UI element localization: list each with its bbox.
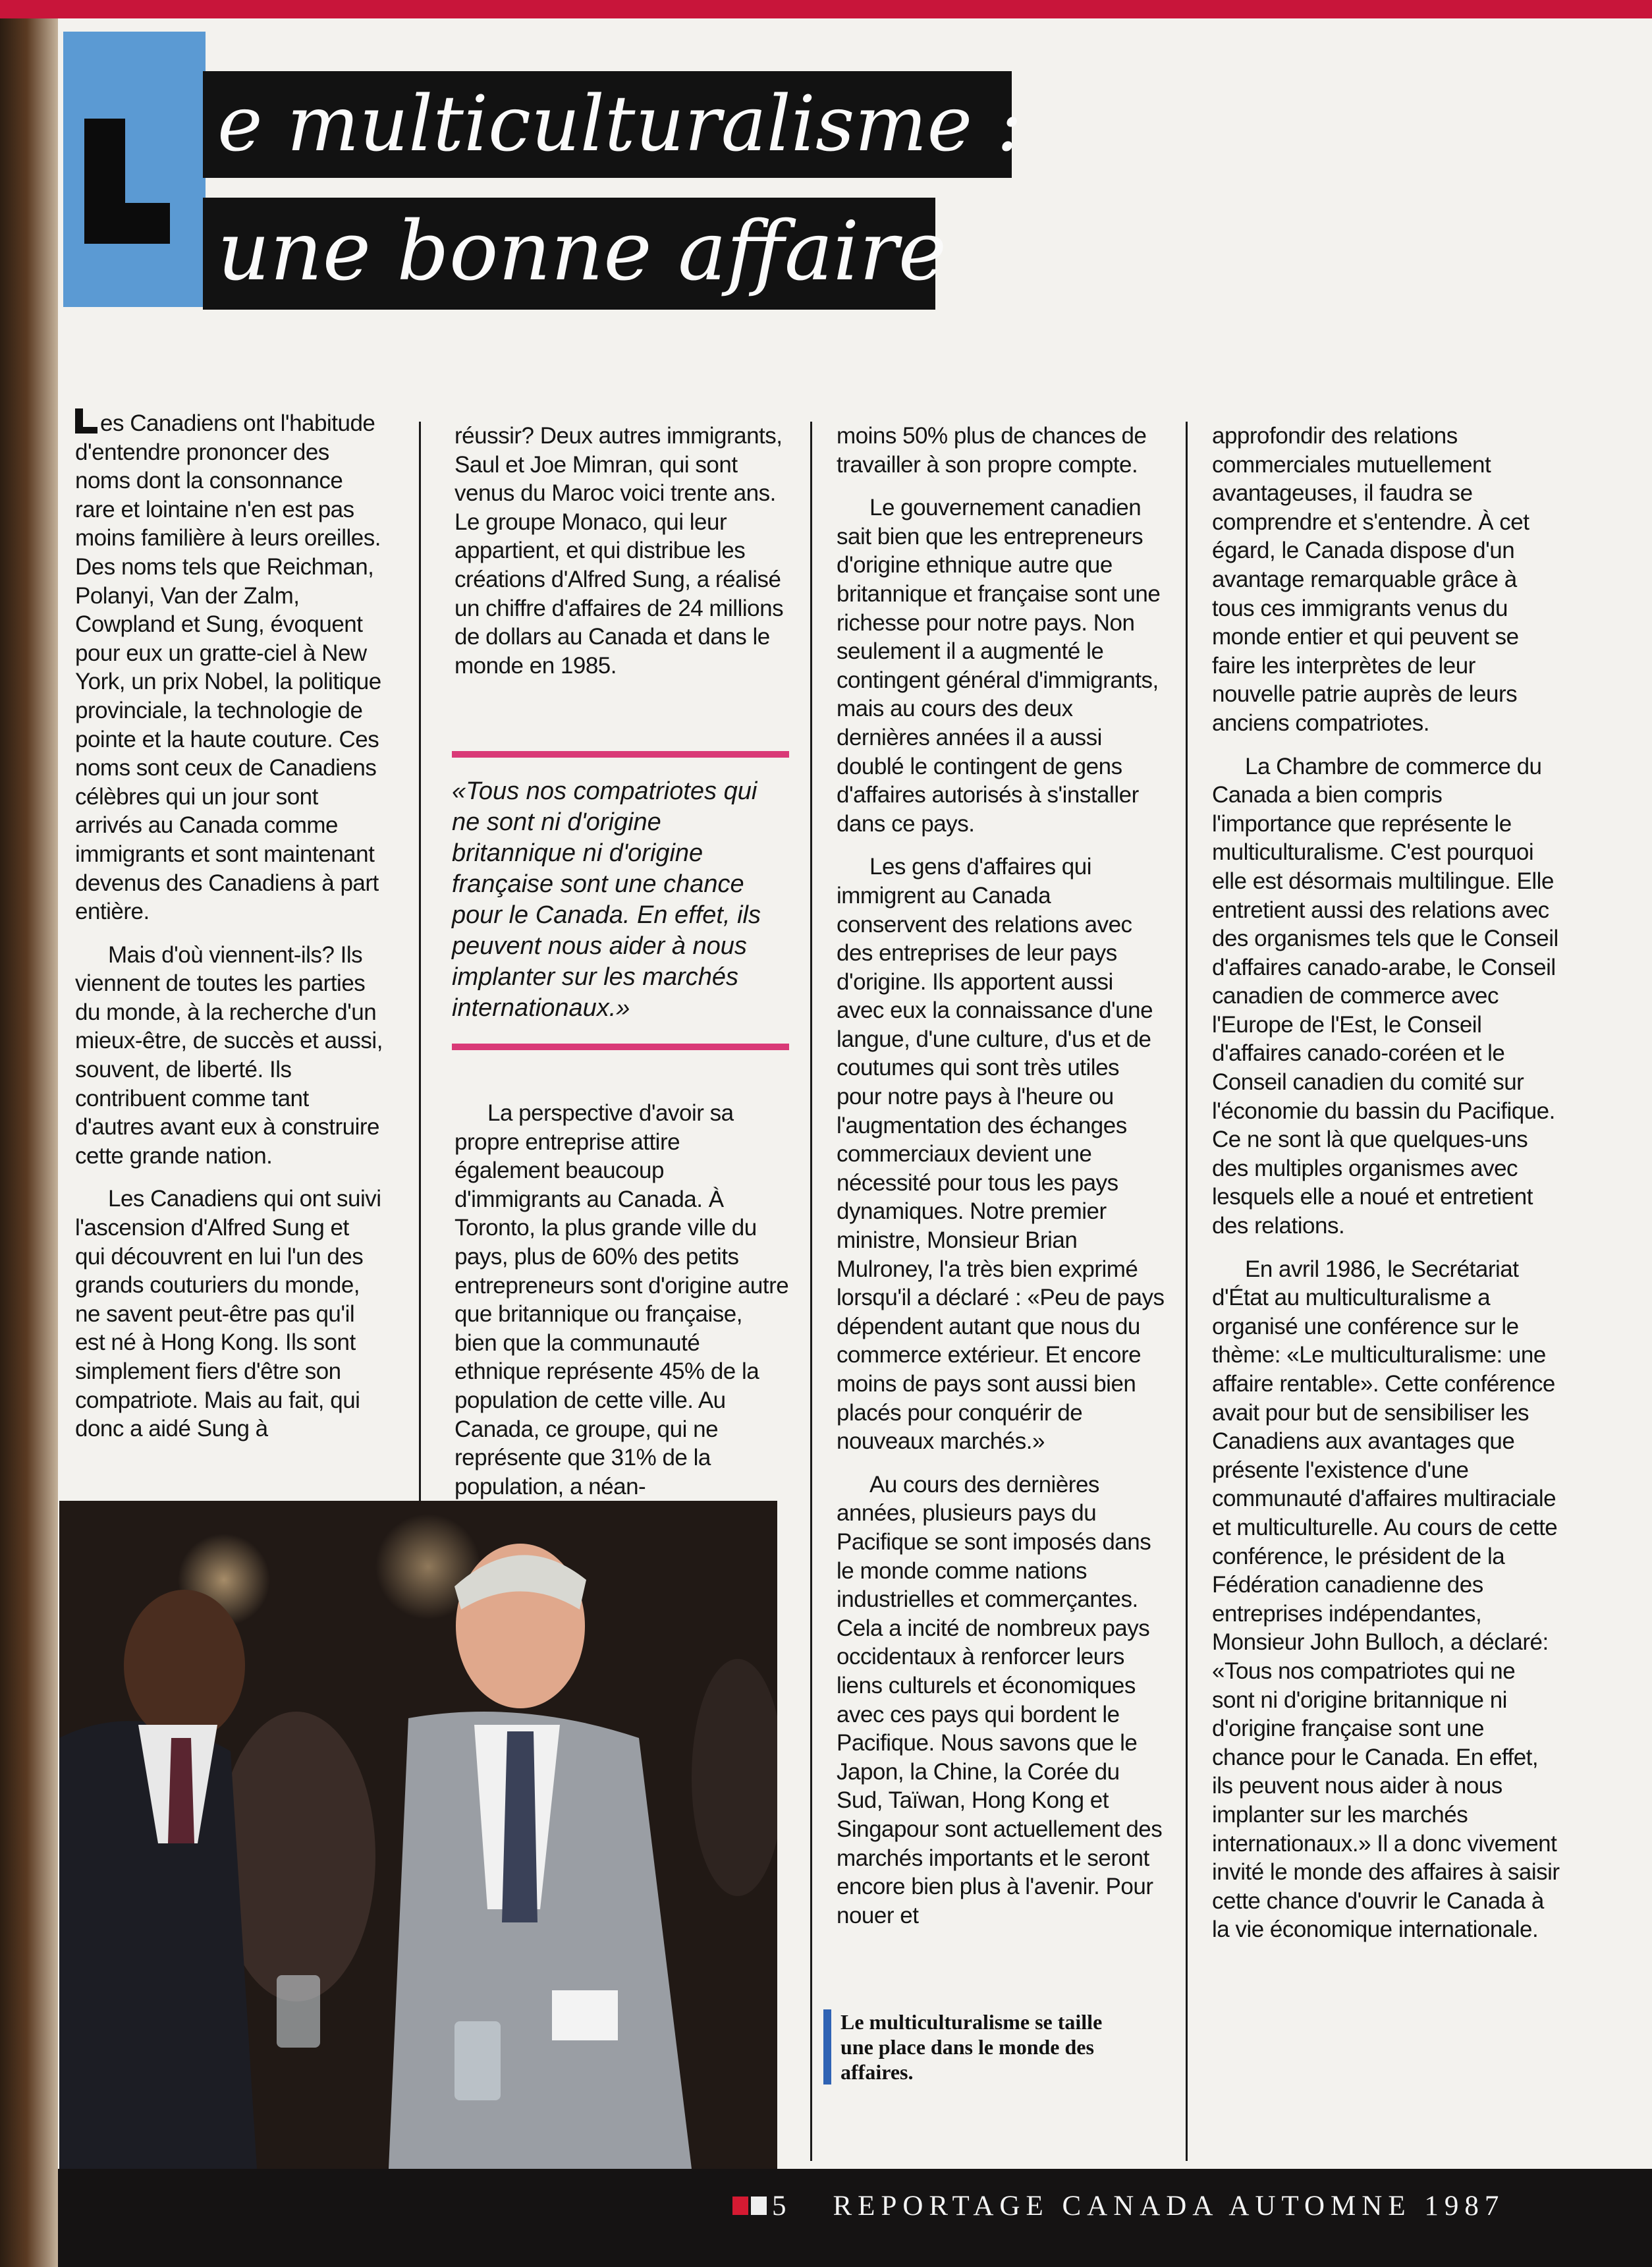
article-paragraph: approfondir des relations commerciales mutuellement avantageuses, il faudra se comprendre et s'entendre. À cet égard, le Canada dispose d'un avantage remarquable grâce à tous ces immigrants venus du monde entier et qui peuvent se faire les interprètes de leur nouvelle patrie auprès de leurs anciens compatriotes.: [1212, 423, 1529, 736]
article-column-3: [837, 422, 1166, 1944]
article-column-4: [1212, 422, 1561, 1959]
facing-page-edge: [0, 18, 59, 2267]
pull-quote-bottom-rule: [452, 1044, 789, 1050]
article-column-1: [75, 408, 385, 1458]
article-paragraph: réussir? Deux autres immigrants, Saul et Joe Mimran, qui sont venus du Maroc voici trente ans. Le groupe Monaco, qui leur appartient, et qui distribue les créations d'Alfred Sung, a réalisé un chiffre d'affaires de 24 millions de dollars au Canada et dans le monde en 1985.: [454, 423, 784, 679]
footer-red-square: [732, 2197, 748, 2215]
pull-quote-text: «Tous nos compatriotes qui ne sont ni d'origine britannique ni d'origine française sont une chance pour le Canada. En effet, ils peuvent nous aider à nous implanter sur les marchés internationaux.»: [452, 777, 761, 1022]
article-column-2: [454, 422, 790, 694]
column-divider: [419, 422, 421, 1502]
article-paragraph: Les Canadiens qui ont suivi l'ascension d'Alfred Sung et qui découvrent en lui l'un des grands couturiers du monde, ne savent peut-être pas qu'il est né à Hong Kong. Ils sont simplement fiers d'être son compatriote. Mais au fait, qui donc a aidé Sung à: [75, 1186, 381, 1442]
article-paragraph: Le gouvernement canadien sait bien que les entrepreneurs d'origine ethnique autre que britannique et française sont une richesse pour notre pays. Non seulement il a augmenté le contingent général d'immigrants, mais au cours des deux dernières années il a aussi doublé le contingent de gens d'affaires autorisés à s'installer dans ce pays.: [837, 495, 1161, 837]
photo-caption: Le multiculturalisme se taille une place dans le monde des affaires.: [823, 2009, 1104, 2085]
footer-white-square: [751, 2197, 767, 2215]
column-divider: [1186, 422, 1188, 2161]
article-paragraph: En avril 1986, le Secrétariat d'État au multiculturalisme a organisé une conférence sur le thème: «Le multiculturalisme: une affaire rentable». Cette conférence avait pour but de sensibiliser les Canadiens aux avantages que présente l'existence d'une communauté d'affaires multiraciale et multiculturelle. Au cours de cette conférence, le président de la Fédération canadienne des entreprises indépendantes, Monsieur John Bulloch, a déclaré: «Tous nos compatriotes qui ne sont ni d'origine britannique ni d'origine française sont une chance pour le Canada. En effet, ils peuvent nous aider à nous implanter sur les marchés internationaux.» Il a donc vivement invité le monde des affaires à saisir cette chance d'ouvrir le Canada à la vie économique internationale.: [1212, 1256, 1560, 1943]
article-paragraph: Mais d'où viennent-ils? Ils viennent de toutes les parties du monde, à la recherche d'un mieux-être, de succès et aussi, souvent, de liberté. Ils contribuent comme tant d'autres avant eux à construire cette grande nation.: [75, 941, 383, 1169]
article-column-2-lower: [454, 1099, 790, 1515]
magazine-top-edge: [0, 0, 1652, 18]
title-line-1: e multiculturalisme :: [203, 71, 1012, 178]
column-divider: [810, 422, 812, 2161]
magazine-issue-line: REPORTAGE CANADA AUTOMNE 1987: [833, 2190, 1505, 2222]
title-initial-letter: [84, 119, 170, 244]
pull-quote: [452, 751, 789, 1050]
article-paragraph: La perspective d'avoir sa propre entreprise attire également beaucoup d'immigrants au Canada. À Toronto, la plus grande ville du pays, plus de 60% des petits entrepreneurs sont d'origine autre que britannique ou française, bien que la communauté ethnique représente 45% de la population de cette ville. Au Canada, ce groupe, qui ne représente que 31% de la population, a néan-: [454, 1100, 789, 1499]
page-footer: [732, 2186, 1504, 2225]
article-paragraph: Les gens d'affaires qui immigrent au Canada conservent des relations avec des entreprises de leur pays d'origine. Ils apportent aussi avec eux la connaissance d'une langue, d'une culture, d'us et de coutumes qui sont très utiles pour notre pays à l'heure ou l'augmentation des échanges commerciaux devient une nécessité pour tous les pays dynamiques. Notre premier ministre, Monsieur Brian Mulroney, l'a très bien exprimé lorsqu'il a déclaré : «Peu de pays dépendent autant que nous du commerce extérieur. Et encore moins de pays sont aussi bien placés pour conquérir de nouveaux marchés.»: [837, 854, 1165, 1455]
photo-two-men-conversing: [59, 1501, 777, 2169]
title-line-2: une bonne affaire: [203, 198, 935, 310]
article-paragraph: Au cours des dernières années, plusieurs pays du Pacifique se sont imposés dans le monde comme nations industrielles et commerçantes. Cela a incité de nombreux pays occidentaux à renforcer leurs liens culturels et économiques avec ces pays qui bordent le Pacifique. Nous savons que le Japon, la Chine, la Corée du Sud, Taïwan, Hong Kong et Singapour sont actuellement des marchés importants et le seront encore bien plus à l'avenir. Pour nouer et: [837, 1471, 1163, 1928]
drop-cap-l: [75, 408, 97, 434]
page-number: 5: [772, 2190, 792, 2222]
article-paragraph: es Canadiens ont l'habitude d'entendre prononcer des noms dont la consonnance rare et lointaine n'en est pas moins familière à leurs oreilles. Des noms tels que Reichman, Polanyi, Van der Zalm, Cowpland et Sung, évoquent pour eux un gratte-ciel à New York, un prix Nobel, la politique provinciale, la technologie de pointe et la haute couture. Ces noms sont ceux de Canadiens célèbres qui un jour sont arrivés au Canada comme immigrants et sont maintenant devenus des Canadiens à part entière.: [75, 408, 385, 926]
pull-quote-top-rule: [452, 751, 789, 758]
article-paragraph: La Chambre de commerce du Canada a bien compris l'importance que représente le multiculturalisme. C'est pourquoi elle est désormais multilingue. Elle entretient aussi des relations avec des organismes tels que le Conseil d'affaires canado-arabe, le Conseil canadien de commerce avec l'Europe de l'Est, le Conseil d'affaires canado-coréen et le Conseil canadien du comité sur l'économie du bassin du Pacifique. Ce ne sont là que quelques-uns des multiples organismes avec lesquels elle a noué et entretient des relations.: [1212, 753, 1558, 1239]
article-photo: [59, 1501, 777, 2169]
article-paragraph: moins 50% plus de chances de travailler à son propre compte.: [837, 423, 1147, 478]
